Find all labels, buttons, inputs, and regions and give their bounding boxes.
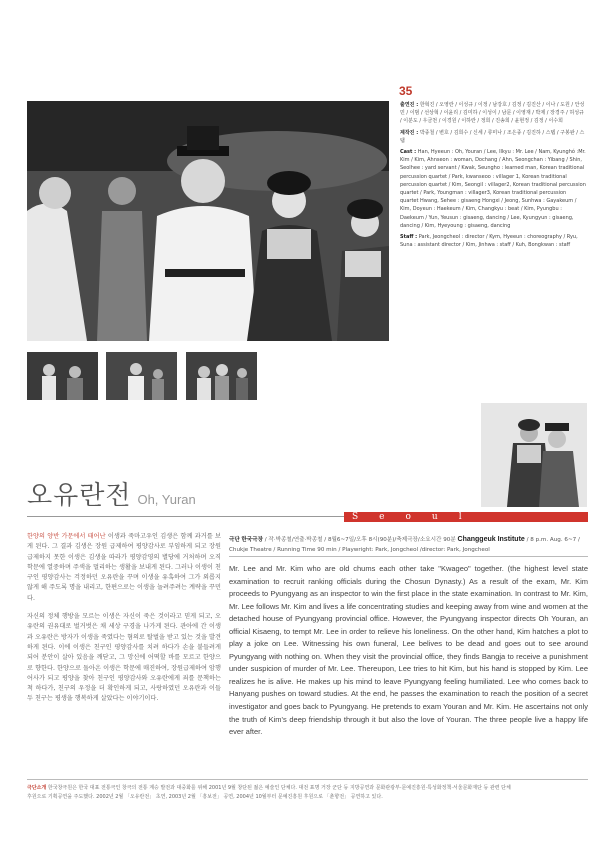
company-intro-label: 극단소개 xyxy=(27,785,47,791)
venue-en-text: / 8 p.m. Aug. 6~7 / Chukje Theatre / Running Time 90 min / Playwright: Park, Jongcheol /director: Park, Jongcheol xyxy=(229,537,580,553)
cast-kr-text: 한혁진 / 오영란 / 이성규 / 이정 / 남강호 / 김정 / 김진산 / 이나 / 도원 / 안성민 / 이범 / 선상혁 / 이윤리 / 김미하 / 이성이 / 남문 / 이영재 / 박제 / 장경주 / 허성규 / 이분도 / 우금천 / 이경원 / 이하란 / 정희 / 진송희 / 윤현정 / 김정 / 이수희 xyxy=(400,102,585,125)
korean-paragraph-1 xyxy=(27,532,221,604)
venue-divider xyxy=(229,556,588,557)
venue-kr-label: 극단 한국극장 xyxy=(229,537,263,543)
cast-kr-label: 출연진 : xyxy=(400,102,419,108)
korean-paragraph-1-text: 이생과 죽마고우인 김생은 함께 과거를 보게 된다. 그 결과 김생은 장원 급제하여 평양감사로 부임하게 되고 장원급제하지 못한 이생은 김생을 따라가 평양감영의 별당에 거처하며 오직 학문에 열중하며 주색을 멀리하는 생활을 보내게 된다. 그러나 이생이 친구인 평양감사는 걱정하던 오유란을 꾸며 이생을 유혹하여 그가 외롭지 않게 해 주도록 명을 내리고, 한편으로는 이생을 놀려주려는 계략을 꾸민다. xyxy=(27,533,221,602)
staff-kr-label: 제작진 : xyxy=(400,129,419,136)
venue-info xyxy=(229,535,588,555)
company-intro-line-1: 한국창극원은 한국 대표 전통극인 창극의 전통 계승 발전과 대중화를 위해 2001년 9월 창단된 젊은 예술인 단체다. 대전 표명 거장 군단 등 지방공연과 문화관광부·문예진흥원·특성화정책·서울문화재단 등 관련 단체 xyxy=(47,785,511,791)
title-english: Oh, Yuran xyxy=(137,492,196,507)
company-intro-line-2: 후원으로 기획공연을 주도했다. 2002년 2월 「오유란전」 초연, 2003년 2월 「흥보전」 공연, 2004년 10월부터 문예진흥원 후원으로 「춘향전」 공연하고 있다. xyxy=(27,794,383,800)
city-label: Seoul xyxy=(352,512,483,522)
korean-highlight: 한양의 양반 가문에서 태어난 xyxy=(27,533,106,540)
korean-paragraph-2: 자신의 정체 행방을 모르는 이생은 자신이 죽은 것이라고 믿게 되고, 오유란의 권유대로 벌거벗은 채 세상 구경을 나가게 된다. 관아에 간 이생과 오유란은 방자가 이생을 죽였다는 혐의로 탈벌을 받고 있는 것을 발견하게 된다. 이에 이생은 친구인 평양감사를 치려 하다가 손을 붙들려게 되어 분안이 살아 있음을 깨닫고, 그 망신에 어떡할 바를 모르고 한양으로 향한다. 한양으로 돌아온 이생은 학문에 매진하여, 장원급제하여 암행어사가 되고 평양을 찾아 친구인 평양감사와 오유란에게 죄를 문책하는 척 하다가, 친구의 우정을 더 확인하게 되고, 사랑하였던 오유란과 이들 두 친구는 평생을 행복하게 살았다는 이야기이다. xyxy=(27,613,221,703)
venue-kr-text: / 작·박종철/연출·박종철 / 8월6~7일/오후 8시(90분)/축제극장/소요시간 90분 xyxy=(264,537,456,543)
credits-cast-en xyxy=(400,148,586,230)
page-number: 35 xyxy=(399,84,413,98)
staff-kr-text: 박종철 / 변호 / 김희수 / 신세 / 류미나 / 조은종 / 김진하 / 스텝 / 구봉완 / 스탭 xyxy=(400,129,585,144)
credits-cast-kr xyxy=(400,101,586,126)
staff-en-text: Park, Jeongcheol : director / Kym, Hyeeun : choreography / Ryu, Suna : assistant director / Kim, Jinhwa : staff / Kuh, Bongkwan : staff xyxy=(400,234,578,249)
main-stage-photo xyxy=(27,101,389,341)
company-intro xyxy=(27,784,588,802)
couple-photo xyxy=(481,403,587,507)
thumbnail-photo xyxy=(186,352,257,400)
venue-en-label: Changgeuk Institute xyxy=(457,536,525,543)
korean-synopsis xyxy=(27,532,221,713)
title-korean: 오유란전 xyxy=(27,481,132,511)
credits-staff-en xyxy=(400,233,586,249)
staff-en-label: Staff : xyxy=(400,234,418,241)
credits-staff-kr xyxy=(400,129,586,145)
footer-divider xyxy=(27,779,588,780)
cast-en-text: Han, Hyeeun : Oh, Youran / Lee, Ilkyu : Mr. Lee / Nam, Kyunghó :Mr. Kim / Kim, Ahnseon : woman, Dochang / Ahn, Seongchan : Yibang / Shin, Seolhee : yard servant / Kwak, Seungho : learned man, Korean traditional percussion quartet / Park, kwanseoo : villager 1, Korean traditional percussion quartet / Kim, Seongil : villager2, Korean traditional percussion quartet / Park, Youngman : villager3, Korean traditional percussion quartet Hwang, Sehee : gisaeng Hongxi / Jeong, Sunhwa : Gayakeum / Kim, Doyeun : Haekeum / Kim, Changkyu : beat / Kim, Pyungbu : Daekeum / Yun, Yeusun : gisaeng, dancing / Lee, Kyungyun : gisaeng, dancing / Kim, Hyeyoung : gisaeng, dancing xyxy=(400,149,586,229)
thumbnail-photo xyxy=(106,352,177,400)
title-divider xyxy=(27,516,344,517)
title-row xyxy=(27,475,196,512)
english-synopsis: Mr. Lee and Mr. Kim who are old chums each other take "Kwageo" together. (the highest level state examination to recruit ranking officials during the Chosun Dynasty.) As a result of the exam, Mr. Kim proceeds to Pyungyang as an inspector to win the first place in the state examination. In contrast to Mr. Kim, Mr. Lee follows Mr. Kim and lives a life concentrating studies and keeping away from wine and women at the detached house of Pyungyang provincial office. However, the Pyungyang inspector directs Oh Youran, an official Kisaeng, to tempt Mr. Lee in order to relieve his loneliness. On the other hand, Kim hatches a plot to play a joke on Lee. Witnessing his own funeral, Lee belives to be dead and goes out to see around Pyungyang with nothing on. When they visit the provincial office, they finds Bangja to receive a punishment under suspicion of murder of Mr. Lee. Thereupon, Lee tries to hit Kim, but his hand is stopped by Kim. Lee realizes he is alive. He makes up his mind to leave Pyungyang feeling humiliated. Lee who comes back to Hanyang pushes on toward studies. At the end, he passes the examination to reach the position of a secret investigator and goes back to Pyungyang. He pretends to exam Youran and Mr. Kim. He ascertains not only the truth of Kim's deep friendship through it but also the love of Youran. The three people live a happy life ever after. xyxy=(229,564,588,737)
cast-en-label: Cast : xyxy=(400,149,417,156)
thumbnail-photo xyxy=(27,352,98,400)
credits-block xyxy=(400,101,586,252)
